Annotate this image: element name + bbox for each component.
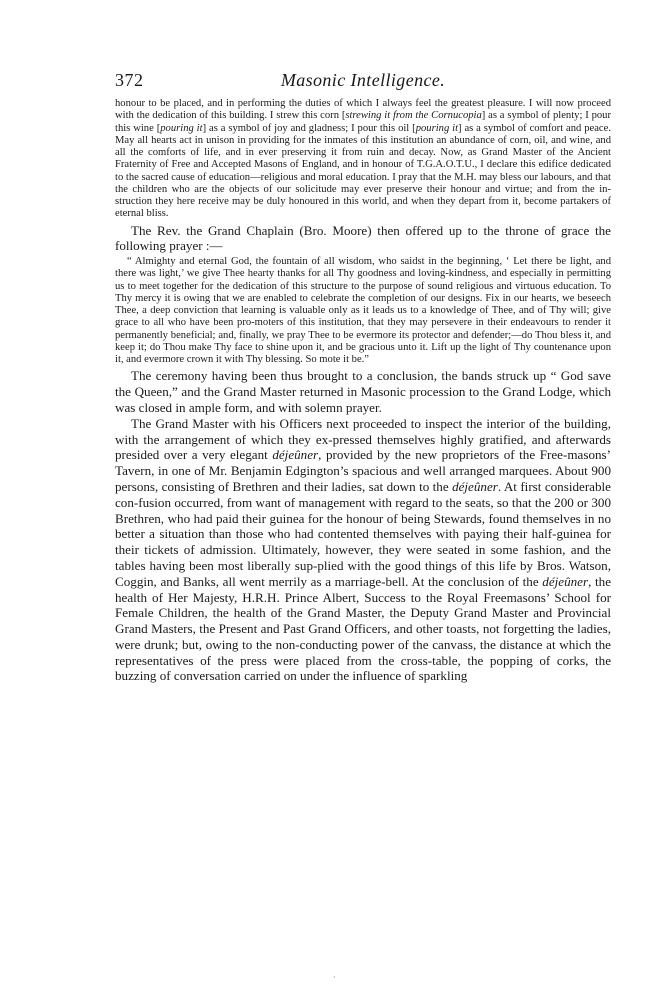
italic-run: déjeûner [452,478,498,494]
text-run: honour to be placed, and in performing the duties of which I always feel the greatest pleasure. I will now proceed with the dedication of this building. I strew this corn [ [115,98,611,122]
italic-run: strewing it from the Cornucopia [345,110,482,122]
text-run: ] as a symbol of joy and gladness; I pour this oil [ [202,122,416,134]
italic-run: pouring it [415,122,459,134]
text-run: The Grand Master with his Officers next proceeded to inspect the interior of the building, with the arrangement of which they ex-pressed themselves highly gratified, and afterwards presided over a very elegant [115,415,611,463]
text-run: ] as a symbol of plenty; I pour this wine [ [115,110,611,134]
text-run: . At first considerable con-fusion occurred, from want of management with regard to the seats, so that the 200 or 300 Brethren, who had paid their guinea for the honour of being Stewards, found themselves in no better a situation than those who had contented themselves with paying their half-guinea for their tickets of admission. Ultimately, however, they were seated in some fashion, and the tables having been most liberally sup-plied with the good things of this life by Bros. Watson, Coggin, and Banks, all went merrily as a marriage-bell. At the conclusion of the [115,478,611,589]
italic-run: déjeûner [542,573,589,589]
text-run: , the health of Her Majesty, H.R.H. Prince Albert, Success to the Royal Freemasons’ School for Female Children, the health of the Grand Master, the Deputy Grand Master and Provincial Grand Masters, the Present and Past Grand Officers, and other toasts, not forgetting the ladies, were drunk; but, owing to the non-conducting power of the canvass, the distance at which the representatives of the press were placed from the cross-table, the popping of corks, the buzzing of conversation carried on under the influence of sparkling [115,573,612,684]
paragraph-dejeuner [115,416,611,685]
italic-run: pouring it [160,122,203,134]
italic-run: déjeûner [272,447,319,463]
text-run: ] as a symbol of comfort and peace. May all hearts act in unison in providing for the inmates of this institution an abundance of corn, oil, and wine, and all the comforts of life, and in ever preserving it from ruin and decay. Now, as Grand Master of the Ancient Fraternity of Free and Accepted Masons of England, and in honour of T.G.A.O.T.U., I declare this edifice dedicated to the sacred cause of education—religious and moral education. I pray that the M.H. may bless our labours, and that the children who are the objects of our solicitude may ever preserve their honour and virtue; and from the in-struction they here receive may be duly honoured in this world, and when they depart from it, become partakers of eternal bliss. [115,122,611,220]
page-header [115,70,611,96]
paragraph-prayer: “ Almighty and eternal God, the fountain of all wisdom, who saidst in the beginning, ‘ Let there be light, and there was light,’ we give Thee hearty thanks for all Thy goodness and loving-kindness, and especially in permitting us to meet together for the dedication of this structure to the purpose of sound religious and virtuous education. To Thy mercy it is owing that we are enabled to celebrate the completion of our designs. Fix in our hearts, we beseech Thee, a deep conviction that learning is valuable only as it leads us to a knowledge of Thee, and of Thy will; give grace to all who have been pro-moters of this institution, that they may persevere in their endeavours to render it permanently beneficial; and, finally, we pray Thee to be evermore its protector and defender;—do Thou bless it, and keep it; do Thou make Thy face to shine upon it, and be gracious unto it. Lift up the light of Thy countenance upon it, and evermore crown it with Thy blessing. So mote it be.” [115,256,611,366]
footer-mark: · [333,973,336,982]
text-run: , provided by the new proprietors of the Free-masons’ Tavern, in one of Mr. Benjamin Edgington’s spacious and well arranged marquees. About 900 persons, consisting of Brethren and their ladies, sat down to the [115,447,611,494]
page-number: 372 [115,70,144,90]
running-title: Masonic Intelligence. [280,70,446,90]
paragraph-dedication-speech [115,98,611,221]
paragraph-chaplain-intro: The Rev. the Grand Chaplain (Bro. Moore) then offered up to the throne of grace the following prayer :— [115,222,611,254]
paragraph-ceremony-conclusion: The ceremony having been thus brought to a conclusion, the bands struck up “ God save the Queen,” and the Grand Master returned in Masonic procession to the Grand Lodge, which was closed in ample form, and with solemn prayer. [115,368,611,415]
